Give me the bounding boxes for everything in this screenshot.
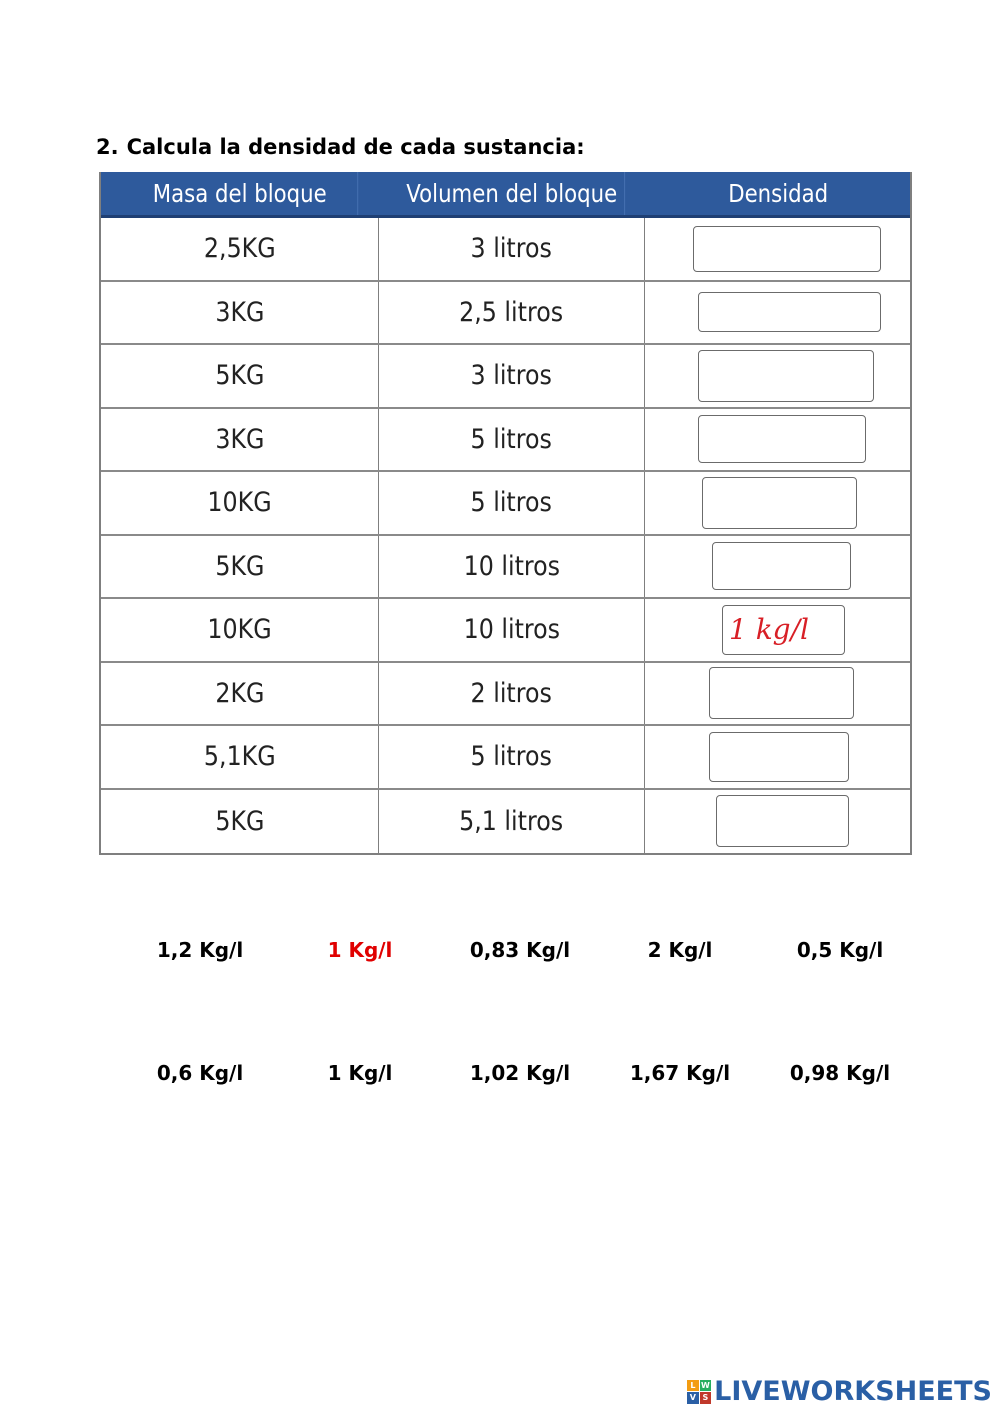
- density-cell: [645, 726, 910, 788]
- answer-option[interactable]: 0,83 Kg/l: [469, 938, 571, 962]
- answer-option[interactable]: 0,98 Kg/l: [789, 1061, 891, 1085]
- mass-cell: 10KG: [101, 472, 379, 534]
- mass-cell: 5,1KG: [101, 726, 379, 788]
- table-row: [101, 726, 910, 790]
- density-cell: [645, 282, 910, 344]
- density-cell: [645, 409, 910, 471]
- volume-cell: 2,5 litros: [379, 282, 645, 344]
- table-header: [101, 172, 910, 218]
- instruction-text: Calcula la densidad de cada sustancia:: [126, 135, 585, 159]
- density-table: [99, 172, 912, 855]
- volume-cell: 5 litros: [379, 472, 645, 534]
- mass-cell: 5KG: [101, 790, 379, 854]
- answer-option[interactable]: 0,5 Kg/l: [796, 938, 884, 962]
- density-cell: [645, 663, 910, 725]
- volume-cell: 2 litros: [379, 663, 645, 725]
- volume-cell: 3 litros: [379, 345, 645, 407]
- density-answer-input[interactable]: [698, 415, 866, 463]
- density-answer-input[interactable]: [702, 477, 857, 529]
- answer-option[interactable]: 2 Kg/l: [647, 938, 713, 962]
- table-row: [101, 536, 910, 600]
- instruction-heading: [96, 135, 585, 159]
- volume-cell: 10 litros: [379, 599, 645, 661]
- density-answer-input[interactable]: [712, 542, 851, 590]
- table-row: [101, 599, 910, 663]
- table-row: [101, 282, 910, 346]
- mass-cell: 10KG: [101, 599, 379, 661]
- density-answer-input[interactable]: [693, 226, 881, 272]
- volume-cell: 10 litros: [379, 536, 645, 598]
- density-answer-input[interactable]: 1 kg/l: [722, 605, 845, 655]
- volume-cell: 5 litros: [379, 726, 645, 788]
- answer-options-row-1: [120, 938, 920, 962]
- density-cell: [645, 599, 910, 661]
- mass-cell: 2,5KG: [101, 218, 379, 280]
- table-row: [101, 472, 910, 536]
- density-answer-input[interactable]: [698, 292, 881, 332]
- density-answer-input[interactable]: [698, 350, 874, 402]
- table-row: [101, 218, 910, 282]
- header-mass: Masa del bloque: [122, 172, 359, 215]
- table-row: [101, 345, 910, 409]
- table-row: [101, 409, 910, 473]
- table-row: [101, 663, 910, 727]
- answer-option[interactable]: 1,67 Kg/l: [629, 1061, 731, 1085]
- liveworksheets-logo: [687, 1376, 992, 1407]
- header-volume: Volumen del bloque: [399, 172, 625, 215]
- density-answer-input[interactable]: [709, 667, 854, 719]
- answer-options-row-2: [120, 1061, 920, 1085]
- density-cell: [645, 536, 910, 598]
- mass-cell: 5KG: [101, 345, 379, 407]
- table-row: [101, 790, 910, 854]
- density-cell: [645, 345, 910, 407]
- instruction-number: 2.: [96, 135, 119, 159]
- answer-option-used[interactable]: 1 Kg/l: [327, 938, 393, 962]
- answer-option[interactable]: 1,02 Kg/l: [469, 1061, 571, 1085]
- mass-cell: 3KG: [101, 409, 379, 471]
- header-density: Densidad: [727, 179, 828, 208]
- logo-text: LIVEWORKSHEETS: [714, 1376, 992, 1407]
- answer-option[interactable]: 1,2 Kg/l: [156, 938, 244, 962]
- density-cell: [645, 218, 910, 280]
- mass-cell: 5KG: [101, 536, 379, 598]
- answer-option[interactable]: 1 Kg/l: [327, 1061, 393, 1085]
- volume-cell: 3 litros: [379, 218, 645, 280]
- volume-cell: 5,1 litros: [379, 790, 645, 854]
- liveworksheets-mark-icon: L W V S: [687, 1380, 711, 1404]
- density-answer-input[interactable]: [709, 732, 849, 782]
- density-cell: [645, 472, 910, 534]
- density-answer-input[interactable]: [716, 795, 849, 847]
- density-cell: [645, 790, 910, 854]
- volume-cell: 5 litros: [379, 409, 645, 471]
- mass-cell: 3KG: [101, 282, 379, 344]
- answer-option[interactable]: 0,6 Kg/l: [156, 1061, 244, 1085]
- mass-cell: 2KG: [101, 663, 379, 725]
